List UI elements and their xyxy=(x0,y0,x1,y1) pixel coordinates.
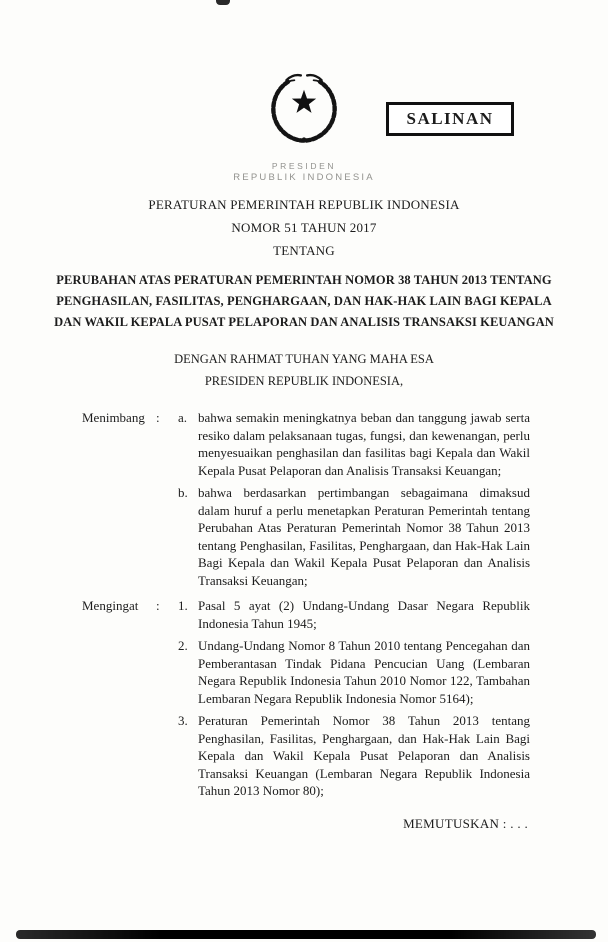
section-label: Mengingat xyxy=(82,598,139,613)
salinan-stamp-label: SALINAN xyxy=(406,109,494,128)
section-items xyxy=(178,597,530,800)
section-colon: : xyxy=(156,598,160,613)
item-marker: b. xyxy=(178,485,188,500)
item-text: Pasal 5 ayat (2) Undang-Undang Dasar Negara Republik Indonesia Tahun 1945; xyxy=(198,598,530,631)
item-text: Undang-Undang Nomor 8 Tahun 2010 tentang Pencegahan dan Pemberantasan Tindak Pidana Pencucian Uang (Lembaran Negara Republik Indonesia Tahun 2010 Nomor 122, Tambahan Lembaran Negara Republik Indonesia Nomor 5164); xyxy=(198,638,530,706)
consideration-item-a xyxy=(178,409,530,479)
section-items xyxy=(178,409,530,589)
consideration-item-b xyxy=(178,484,530,589)
invocation-presiden: PRESIDEN REPUBLIK INDONESIA, xyxy=(204,374,404,388)
legal-basis-item-3 xyxy=(178,712,530,800)
emblem-container xyxy=(0,0,608,148)
item-text: bahwa berdasarkan pertimbangan sebagaimana dimaksud dalam huruf a perlu menetapkan Peraturan Pemerintah tentang Perubahan Atas Peraturan Pemerintah Nomor 38 Tahun 2013 tentang Penghasilan, Fasilitas, Penghargaan, dan Hak-Hak Lain Bagi Kepala dan Wakil Kepala Pusat Pelaporan dan Analisis Transaksi Keuangan; xyxy=(198,485,530,588)
section-colon: : xyxy=(156,410,160,425)
salinan-stamp xyxy=(386,102,514,136)
item-marker: 2. xyxy=(178,638,188,653)
letterhead-presiden: PRESIDEN xyxy=(271,161,337,171)
legal-basis-item-2 xyxy=(178,637,530,707)
regulation-title: PERATURAN PEMERINTAH REPUBLIK INDONESIA xyxy=(148,197,460,212)
document-body xyxy=(0,409,608,800)
invocation-block xyxy=(0,348,608,392)
regulation-number: NOMOR 51 TAHUN 2017 xyxy=(231,220,377,235)
scan-artifact-bottom xyxy=(16,930,596,939)
presidential-star-emblem-icon xyxy=(264,70,344,148)
invocation-rahmat: DENGAN RAHMAT TUHAN YANG MAHA ESA xyxy=(174,352,434,366)
item-text: Peraturan Pemerintah Nomor 38 Tahun 2013 tentang Penghasilan, Fasilitas, Penghargaan, dan Hak-Hak Lain Bagi Kepala dan Wakil Kepala Pusat Pelaporan dan Analisis Transaksi Keuangan (Lembaran Negara Republik Indonesia Tahun 2013 Nomor 80); xyxy=(198,713,530,798)
letterhead-republik-indonesia: REPUBLIK INDONESIA xyxy=(233,172,375,183)
item-marker: 1. xyxy=(178,598,188,613)
title-block xyxy=(0,197,608,392)
scan-artifact-top xyxy=(216,0,230,5)
item-marker: 3. xyxy=(178,713,188,728)
tentang-label: TENTANG xyxy=(273,243,335,258)
item-marker: a. xyxy=(178,410,188,425)
memutuskan-line: MEMUTUSKAN : . . . xyxy=(403,815,528,831)
section-menimbang xyxy=(82,409,530,589)
regulation-subject: PERUBAHAN ATAS PERATURAN PEMERINTAH NOMOR 38 TAHUN 2013 TENTANG PENGHASILAN, FASILITAS, PENGHARGAAN, DAN HAK-HAK LAIN BAGI KEPALA DAN WAKIL KEPALA PUSAT PELAPORAN DAN ANALISIS TRANSAKSI KEUANGAN xyxy=(54,273,554,329)
section-label: Menimbang xyxy=(82,410,145,425)
item-text: bahwa semakin meningkatnya beban dan tanggung jawab serta resiko dalam pelaksanaan tugas, fungsi, dan kewenangan, perlu menyesuaikan penghasilan dan fasilitas bagi Kepala dan Wakil Kepala Pusat Pelaporan dan Analisis Transaksi Keuangan; xyxy=(198,410,530,478)
legal-basis-item-1 xyxy=(178,597,530,632)
section-mengingat xyxy=(82,597,530,800)
letterhead xyxy=(0,161,608,184)
